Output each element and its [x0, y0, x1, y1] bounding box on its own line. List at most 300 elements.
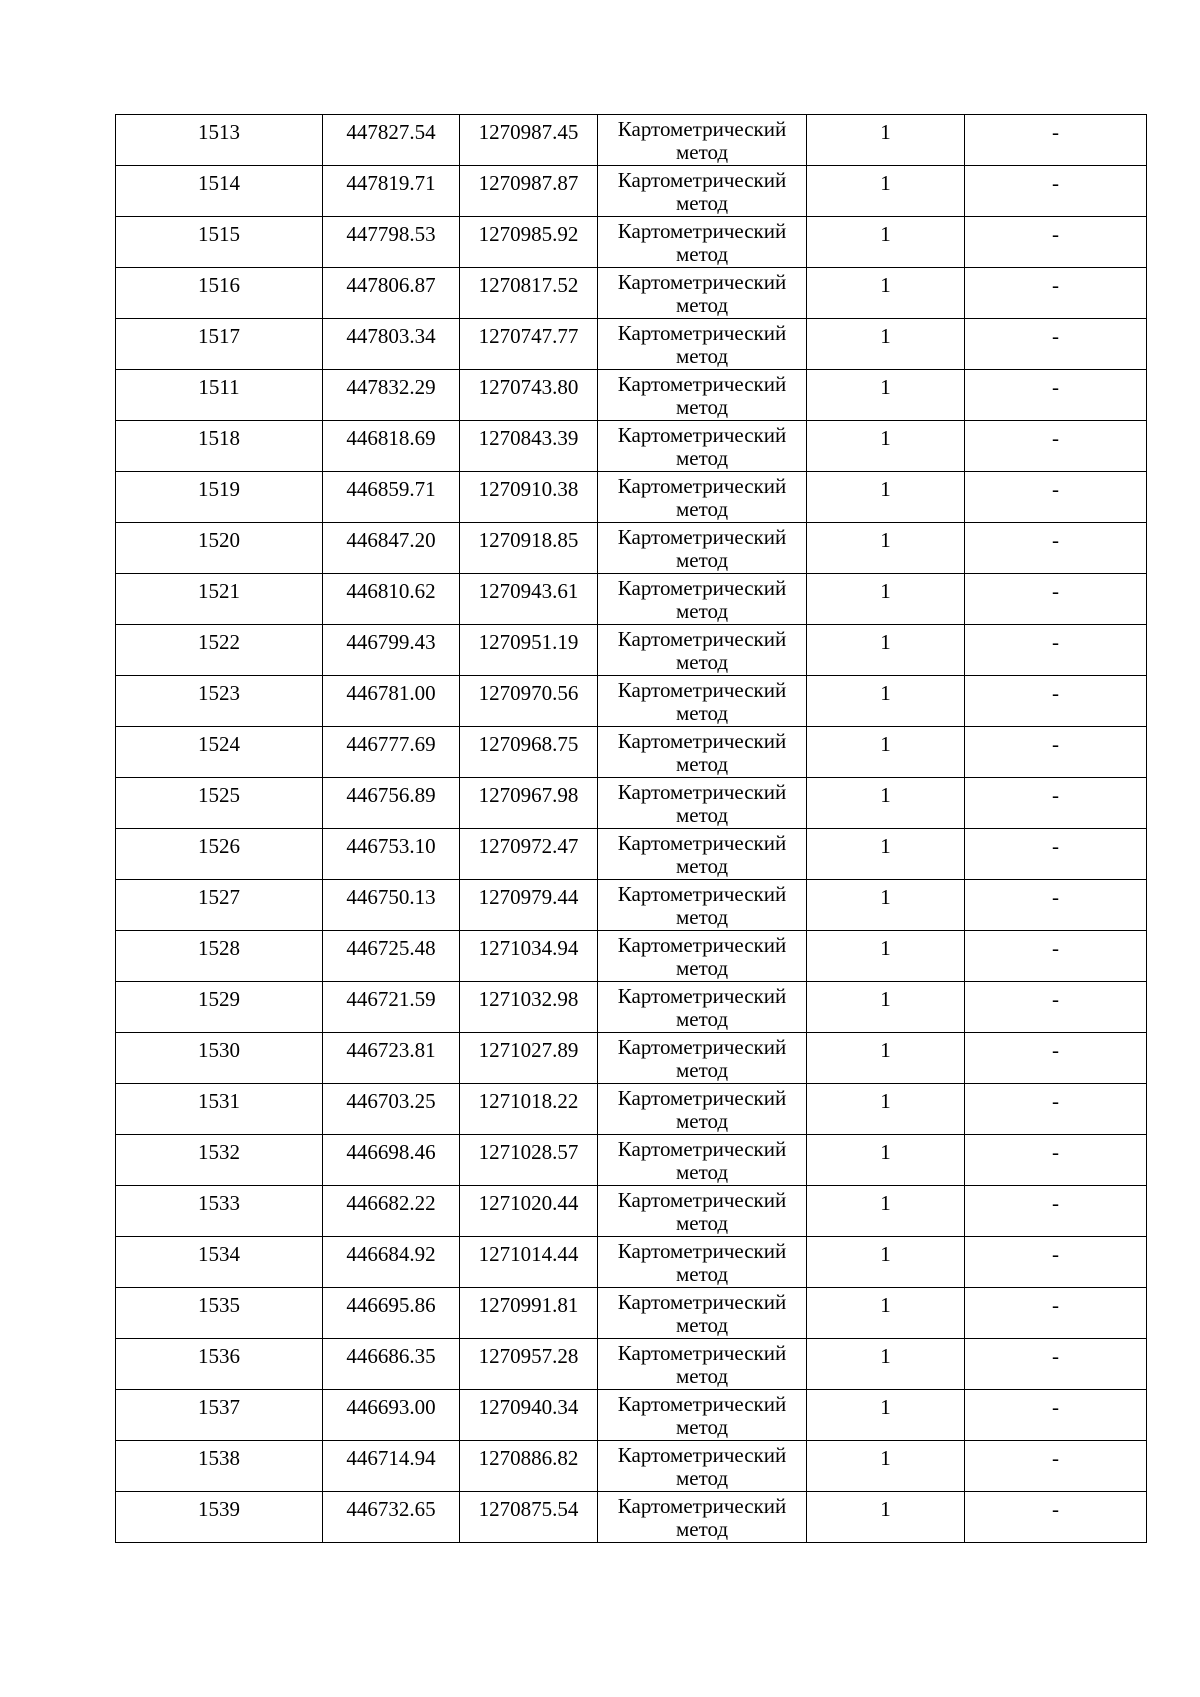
table-row [116, 982, 1147, 1033]
point-number-cell-text: 1518 [198, 426, 240, 450]
point-number-cell-text: 1535 [198, 1293, 240, 1317]
y-coordinate-cell-text: 1270979.44 [478, 885, 579, 909]
method-cell [598, 727, 807, 778]
method-cell-text: Картометрический метод [617, 1443, 787, 1490]
description-cell [965, 421, 1147, 472]
y-coordinate-cell-text: 1270910.38 [478, 477, 579, 501]
table-row [116, 1135, 1147, 1186]
accuracy-cell [807, 1492, 965, 1543]
method-cell-text: Картометрический метод [617, 576, 787, 623]
x-coordinate-cell-text: 446684.92 [346, 1242, 436, 1266]
y-coordinate-cell [460, 1288, 598, 1339]
description-cell-text: - [1052, 1293, 1059, 1317]
description-cell [965, 1033, 1147, 1084]
method-cell [598, 574, 807, 625]
method-cell [598, 982, 807, 1033]
table-row [116, 370, 1147, 421]
x-coordinate-cell-text: 447803.34 [346, 324, 436, 348]
point-number-cell [116, 115, 323, 166]
y-coordinate-cell [460, 1084, 598, 1135]
x-coordinate-cell-text: 447832.29 [346, 375, 436, 399]
table-row [116, 523, 1147, 574]
description-cell-text: - [1052, 987, 1059, 1011]
y-coordinate-cell-text: 1271018.22 [478, 1089, 579, 1113]
point-number-cell-text: 1533 [198, 1191, 240, 1215]
accuracy-cell-text: 1 [880, 1140, 891, 1164]
description-cell [965, 115, 1147, 166]
y-coordinate-cell-text: 1270817.52 [478, 273, 579, 297]
accuracy-cell-text: 1 [880, 783, 891, 807]
point-number-cell-text: 1520 [198, 528, 240, 552]
table-row [116, 1186, 1147, 1237]
method-cell-text: Картометрический метод [617, 168, 787, 215]
method-cell-text: Картометрический метод [617, 372, 787, 419]
accuracy-cell [807, 982, 965, 1033]
y-coordinate-cell [460, 1237, 598, 1288]
y-coordinate-cell-text: 1270987.45 [478, 120, 579, 144]
description-cell [965, 1237, 1147, 1288]
y-coordinate-cell-text: 1270743.80 [478, 375, 579, 399]
method-cell-text: Картометрический метод [617, 1494, 787, 1541]
description-cell-text: - [1052, 120, 1059, 144]
x-coordinate-cell [323, 1135, 460, 1186]
point-number-cell-text: 1513 [198, 120, 240, 144]
point-number-cell [116, 1492, 323, 1543]
table-row [116, 1339, 1147, 1390]
method-cell [598, 421, 807, 472]
description-cell [965, 1492, 1147, 1543]
y-coordinate-cell-text: 1271032.98 [478, 987, 579, 1011]
method-cell-text: Картометрический метод [617, 984, 787, 1031]
description-cell [965, 1135, 1147, 1186]
y-coordinate-cell-text: 1270918.85 [478, 528, 579, 552]
point-number-cell [116, 421, 323, 472]
y-coordinate-cell [460, 1390, 598, 1441]
point-number-cell-text: 1519 [198, 477, 240, 501]
description-cell [965, 166, 1147, 217]
description-cell-text: - [1052, 834, 1059, 858]
method-cell [598, 370, 807, 421]
method-cell-text: Картометрический метод [617, 729, 787, 776]
y-coordinate-cell-text: 1270940.34 [478, 1395, 579, 1419]
accuracy-cell-text: 1 [880, 222, 891, 246]
description-cell-text: - [1052, 1446, 1059, 1470]
method-cell-text: Картометрический метод [617, 219, 787, 266]
y-coordinate-cell-text: 1271014.44 [478, 1242, 579, 1266]
method-cell [598, 1339, 807, 1390]
x-coordinate-cell [323, 1084, 460, 1135]
x-coordinate-cell-text: 446750.13 [346, 885, 436, 909]
x-coordinate-cell-text: 446721.59 [346, 987, 436, 1011]
y-coordinate-cell-text: 1270987.87 [478, 171, 579, 195]
coordinates-table-body [116, 115, 1147, 1543]
x-coordinate-cell [323, 1237, 460, 1288]
x-coordinate-cell-text: 446714.94 [346, 1446, 436, 1470]
description-cell [965, 727, 1147, 778]
description-cell-text: - [1052, 936, 1059, 960]
y-coordinate-cell-text: 1270875.54 [478, 1497, 579, 1521]
method-cell [598, 217, 807, 268]
point-number-cell-text: 1521 [198, 579, 240, 603]
description-cell [965, 676, 1147, 727]
x-coordinate-cell [323, 268, 460, 319]
table-row [116, 676, 1147, 727]
y-coordinate-cell [460, 523, 598, 574]
method-cell-text: Картометрический метод [617, 1341, 787, 1388]
table-row [116, 1288, 1147, 1339]
y-coordinate-cell [460, 727, 598, 778]
accuracy-cell-text: 1 [880, 834, 891, 858]
accuracy-cell [807, 625, 965, 676]
method-cell [598, 1033, 807, 1084]
description-cell-text: - [1052, 426, 1059, 450]
x-coordinate-cell [323, 370, 460, 421]
y-coordinate-cell [460, 676, 598, 727]
point-number-cell [116, 1033, 323, 1084]
method-cell [598, 625, 807, 676]
description-cell-text: - [1052, 222, 1059, 246]
accuracy-cell [807, 319, 965, 370]
y-coordinate-cell [460, 166, 598, 217]
accuracy-cell-text: 1 [880, 732, 891, 756]
y-coordinate-cell [460, 829, 598, 880]
point-number-cell-text: 1538 [198, 1446, 240, 1470]
description-cell [965, 217, 1147, 268]
method-cell [598, 1084, 807, 1135]
accuracy-cell [807, 880, 965, 931]
method-cell-text: Картометрический метод [617, 780, 787, 827]
point-number-cell-text: 1529 [198, 987, 240, 1011]
x-coordinate-cell-text: 446810.62 [346, 579, 436, 603]
x-coordinate-cell-text: 446725.48 [346, 936, 436, 960]
description-cell-text: - [1052, 681, 1059, 705]
method-cell [598, 472, 807, 523]
method-cell-text: Картометрический метод [617, 1392, 787, 1439]
x-coordinate-cell-text: 446695.86 [346, 1293, 436, 1317]
description-cell [965, 625, 1147, 676]
description-cell-text: - [1052, 1344, 1059, 1368]
point-number-cell-text: 1523 [198, 681, 240, 705]
y-coordinate-cell [460, 370, 598, 421]
accuracy-cell-text: 1 [880, 1038, 891, 1062]
accuracy-cell [807, 217, 965, 268]
method-cell-text: Картометрический метод [617, 882, 787, 929]
method-cell [598, 778, 807, 829]
x-coordinate-cell [323, 1390, 460, 1441]
y-coordinate-cell-text: 1271027.89 [478, 1038, 579, 1062]
table-row [116, 1237, 1147, 1288]
y-coordinate-cell-text: 1270970.56 [478, 681, 579, 705]
method-cell-text: Картометрический метод [617, 525, 787, 572]
description-cell [965, 1339, 1147, 1390]
description-cell [965, 931, 1147, 982]
y-coordinate-cell [460, 1441, 598, 1492]
x-coordinate-cell [323, 625, 460, 676]
description-cell [965, 319, 1147, 370]
point-number-cell-text: 1522 [198, 630, 240, 654]
y-coordinate-cell [460, 931, 598, 982]
table-row [116, 115, 1147, 166]
description-cell-text: - [1052, 1242, 1059, 1266]
table-row [116, 931, 1147, 982]
description-cell [965, 370, 1147, 421]
y-coordinate-cell [460, 217, 598, 268]
y-coordinate-cell-text: 1271020.44 [478, 1191, 579, 1215]
accuracy-cell [807, 1339, 965, 1390]
y-coordinate-cell [460, 625, 598, 676]
description-cell [965, 880, 1147, 931]
description-cell-text: - [1052, 1140, 1059, 1164]
x-coordinate-cell-text: 446732.65 [346, 1497, 436, 1521]
point-number-cell [116, 319, 323, 370]
description-cell-text: - [1052, 171, 1059, 195]
point-number-cell-text: 1530 [198, 1038, 240, 1062]
accuracy-cell-text: 1 [880, 375, 891, 399]
point-number-cell-text: 1511 [198, 375, 240, 399]
x-coordinate-cell [323, 1033, 460, 1084]
point-number-cell [116, 1390, 323, 1441]
table-row [116, 1492, 1147, 1543]
method-cell [598, 931, 807, 982]
accuracy-cell [807, 727, 965, 778]
accuracy-cell-text: 1 [880, 1242, 891, 1266]
accuracy-cell-text: 1 [880, 1446, 891, 1470]
accuracy-cell-text: 1 [880, 426, 891, 450]
x-coordinate-cell [323, 1492, 460, 1543]
point-number-cell-text: 1527 [198, 885, 240, 909]
x-coordinate-cell-text: 446703.25 [346, 1089, 436, 1113]
description-cell-text: - [1052, 1191, 1059, 1215]
x-coordinate-cell [323, 931, 460, 982]
point-number-cell-text: 1536 [198, 1344, 240, 1368]
description-cell-text: - [1052, 324, 1059, 348]
description-cell [965, 1186, 1147, 1237]
accuracy-cell-text: 1 [880, 1089, 891, 1113]
table-row [116, 1441, 1147, 1492]
y-coordinate-cell-text: 1270972.47 [478, 834, 579, 858]
method-cell [598, 880, 807, 931]
method-cell-text: Картометрический метод [617, 474, 787, 521]
point-number-cell [116, 523, 323, 574]
point-number-cell [116, 880, 323, 931]
table-row [116, 472, 1147, 523]
accuracy-cell-text: 1 [880, 120, 891, 144]
table-row [116, 1390, 1147, 1441]
x-coordinate-cell-text: 446847.20 [346, 528, 436, 552]
accuracy-cell [807, 778, 965, 829]
accuracy-cell [807, 1390, 965, 1441]
description-cell-text: - [1052, 375, 1059, 399]
y-coordinate-cell [460, 115, 598, 166]
accuracy-cell-text: 1 [880, 1395, 891, 1419]
description-cell-text: - [1052, 732, 1059, 756]
point-number-cell [116, 727, 323, 778]
description-cell [965, 1288, 1147, 1339]
x-coordinate-cell-text: 447798.53 [346, 222, 436, 246]
method-cell-text: Картометрический метод [617, 1035, 787, 1082]
point-number-cell-text: 1537 [198, 1395, 240, 1419]
point-number-cell-text: 1526 [198, 834, 240, 858]
method-cell [598, 268, 807, 319]
description-cell [965, 829, 1147, 880]
x-coordinate-cell [323, 778, 460, 829]
x-coordinate-cell [323, 727, 460, 778]
point-number-cell [116, 574, 323, 625]
x-coordinate-cell-text: 446682.22 [346, 1191, 436, 1215]
method-cell [598, 1237, 807, 1288]
y-coordinate-cell-text: 1270886.82 [478, 1446, 579, 1470]
x-coordinate-cell [323, 829, 460, 880]
point-number-cell-text: 1525 [198, 783, 240, 807]
x-coordinate-cell-text: 446818.69 [346, 426, 436, 450]
x-coordinate-cell-text: 447819.71 [346, 171, 436, 195]
table-row [116, 1084, 1147, 1135]
point-number-cell [116, 217, 323, 268]
x-coordinate-cell [323, 880, 460, 931]
description-cell-text: - [1052, 579, 1059, 603]
x-coordinate-cell-text: 446781.00 [346, 681, 436, 705]
y-coordinate-cell [460, 421, 598, 472]
point-number-cell [116, 625, 323, 676]
y-coordinate-cell-text: 1270747.77 [478, 324, 579, 348]
accuracy-cell [807, 370, 965, 421]
accuracy-cell-text: 1 [880, 579, 891, 603]
x-coordinate-cell [323, 574, 460, 625]
y-coordinate-cell [460, 1186, 598, 1237]
method-cell [598, 1186, 807, 1237]
description-cell [965, 1084, 1147, 1135]
x-coordinate-cell-text: 446756.89 [346, 783, 436, 807]
point-number-cell [116, 370, 323, 421]
description-cell [965, 982, 1147, 1033]
description-cell-text: - [1052, 1497, 1059, 1521]
table-row [116, 829, 1147, 880]
accuracy-cell-text: 1 [880, 987, 891, 1011]
method-cell [598, 1288, 807, 1339]
y-coordinate-cell-text: 1270957.28 [478, 1344, 579, 1368]
description-cell [965, 523, 1147, 574]
table-row [116, 268, 1147, 319]
y-coordinate-cell [460, 574, 598, 625]
point-number-cell-text: 1531 [198, 1089, 240, 1113]
accuracy-cell-text: 1 [880, 1191, 891, 1215]
method-cell [598, 523, 807, 574]
table-row [116, 421, 1147, 472]
description-cell [965, 1390, 1147, 1441]
x-coordinate-cell [323, 319, 460, 370]
table-row [116, 880, 1147, 931]
accuracy-cell [807, 472, 965, 523]
y-coordinate-cell-text: 1270968.75 [478, 732, 579, 756]
x-coordinate-cell-text: 446859.71 [346, 477, 436, 501]
accuracy-cell [807, 1135, 965, 1186]
description-cell [965, 268, 1147, 319]
y-coordinate-cell [460, 1033, 598, 1084]
description-cell-text: - [1052, 477, 1059, 501]
description-cell-text: - [1052, 273, 1059, 297]
point-number-cell [116, 1084, 323, 1135]
point-number-cell [116, 1237, 323, 1288]
accuracy-cell [807, 115, 965, 166]
method-cell-text: Картометрический метод [617, 1239, 787, 1286]
accuracy-cell [807, 166, 965, 217]
y-coordinate-cell [460, 982, 598, 1033]
table-row [116, 778, 1147, 829]
coordinates-table [115, 114, 1147, 1543]
y-coordinate-cell-text: 1270951.19 [478, 630, 579, 654]
accuracy-cell [807, 829, 965, 880]
accuracy-cell-text: 1 [880, 885, 891, 909]
accuracy-cell-text: 1 [880, 1497, 891, 1521]
accuracy-cell [807, 931, 965, 982]
description-cell [965, 472, 1147, 523]
description-cell-text: - [1052, 1395, 1059, 1419]
x-coordinate-cell-text: 446777.69 [346, 732, 436, 756]
accuracy-cell [807, 1033, 965, 1084]
accuracy-cell [807, 676, 965, 727]
point-number-cell [116, 268, 323, 319]
table-row [116, 574, 1147, 625]
x-coordinate-cell [323, 115, 460, 166]
x-coordinate-cell [323, 217, 460, 268]
table-row [116, 1033, 1147, 1084]
accuracy-cell [807, 421, 965, 472]
point-number-cell-text: 1539 [198, 1497, 240, 1521]
point-number-cell [116, 1339, 323, 1390]
accuracy-cell [807, 523, 965, 574]
y-coordinate-cell-text: 1271034.94 [478, 936, 579, 960]
y-coordinate-cell [460, 880, 598, 931]
y-coordinate-cell-text: 1270943.61 [478, 579, 579, 603]
accuracy-cell-text: 1 [880, 273, 891, 297]
method-cell [598, 115, 807, 166]
method-cell-text: Картометрический метод [617, 423, 787, 470]
point-number-cell [116, 1135, 323, 1186]
y-coordinate-cell [460, 1339, 598, 1390]
description-cell-text: - [1052, 528, 1059, 552]
point-number-cell [116, 1186, 323, 1237]
x-coordinate-cell-text: 447827.54 [346, 120, 436, 144]
y-coordinate-cell-text: 1270967.98 [478, 783, 579, 807]
method-cell-text: Картометрический метод [617, 831, 787, 878]
point-number-cell-text: 1517 [198, 324, 240, 348]
accuracy-cell [807, 1186, 965, 1237]
accuracy-cell [807, 268, 965, 319]
point-number-cell [116, 931, 323, 982]
accuracy-cell [807, 1288, 965, 1339]
accuracy-cell-text: 1 [880, 1344, 891, 1368]
point-number-cell-text: 1514 [198, 171, 240, 195]
y-coordinate-cell [460, 1492, 598, 1543]
accuracy-cell [807, 1084, 965, 1135]
method-cell [598, 1492, 807, 1543]
point-number-cell [116, 829, 323, 880]
x-coordinate-cell [323, 472, 460, 523]
x-coordinate-cell [323, 1288, 460, 1339]
point-number-cell-text: 1528 [198, 936, 240, 960]
accuracy-cell-text: 1 [880, 528, 891, 552]
y-coordinate-cell [460, 268, 598, 319]
x-coordinate-cell-text: 447806.87 [346, 273, 436, 297]
description-cell-text: - [1052, 630, 1059, 654]
method-cell-text: Картометрический метод [617, 1290, 787, 1337]
description-cell [965, 574, 1147, 625]
method-cell [598, 829, 807, 880]
point-number-cell [116, 1288, 323, 1339]
method-cell-text: Картометрический метод [617, 933, 787, 980]
method-cell-text: Картометрический метод [617, 1137, 787, 1184]
point-number-cell [116, 778, 323, 829]
